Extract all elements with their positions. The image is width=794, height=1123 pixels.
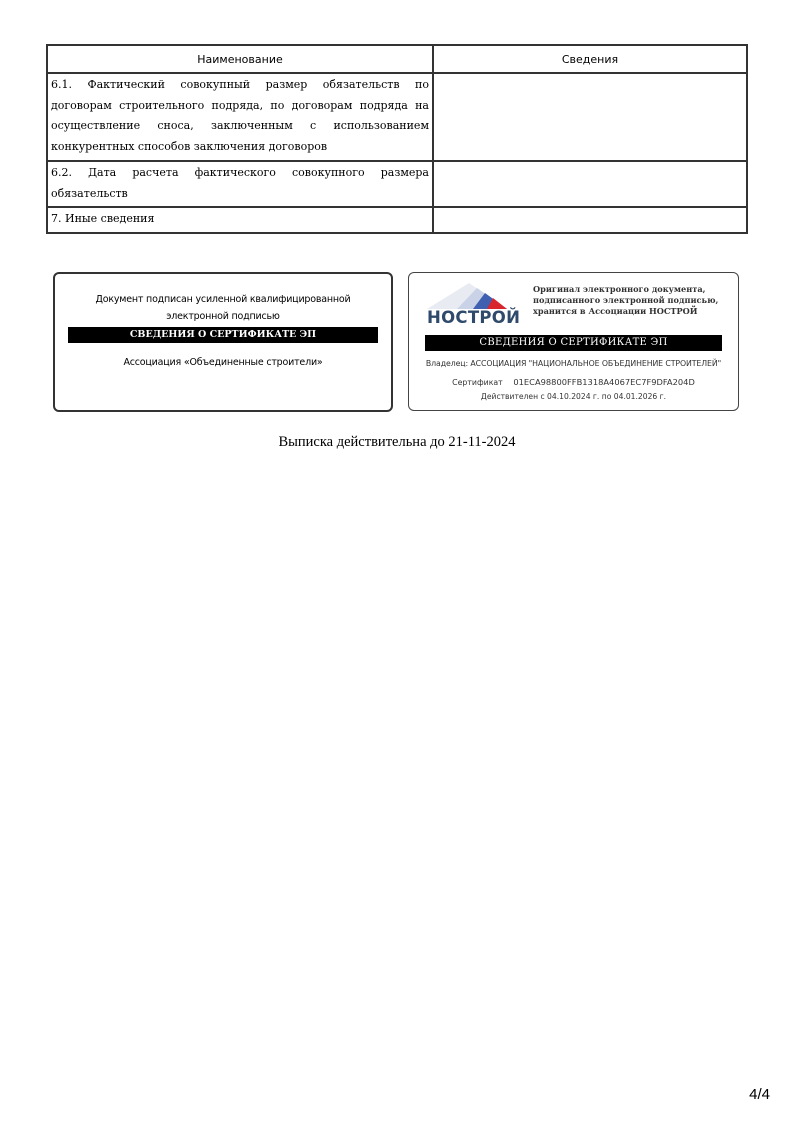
signature-stamp-left xyxy=(53,272,393,412)
table-header-row xyxy=(47,45,747,73)
row-name-cell xyxy=(47,161,433,207)
organization-name: Ассоциация «Объединенные строители» xyxy=(123,357,323,368)
table-row xyxy=(47,161,747,207)
logo-text: НОСТРОЙ xyxy=(427,308,521,327)
row-name-cell xyxy=(47,73,433,161)
page-number: 4/4 xyxy=(749,1086,770,1103)
original-line: Оригинал электронного документа, xyxy=(533,284,706,294)
certificate-label: Сертификат xyxy=(452,378,503,387)
certificate-owner: Владелец: АССОЦИАЦИЯ "НАЦИОНАЛЬНОЕ ОБЪЕДИНЕНИЕ СТРОИТЕЛЕЙ" xyxy=(425,359,722,368)
column-header-info: Сведения xyxy=(433,45,747,73)
table-row xyxy=(47,73,747,161)
signed-line-2: электронной подписью xyxy=(166,311,280,322)
column-header-name: Наименование xyxy=(47,45,433,73)
row-value-cell xyxy=(433,207,747,233)
original-notice xyxy=(519,281,718,329)
signature-stamp-right xyxy=(408,272,739,411)
certificate-row xyxy=(409,377,738,387)
row-value-cell xyxy=(433,161,747,207)
row-name-cell xyxy=(47,207,433,233)
info-table xyxy=(46,44,748,234)
row-name-text: 6.1. Фактический совокупный размер обязательств по договорам строительного подряда, по договорам подряда на осуществление сноса, заключенным с использованием конкурентных способов заключения договоров xyxy=(51,78,429,153)
certificate-info-bar: СВЕДЕНИЯ О СЕРТИФИКАТЕ ЭП xyxy=(425,335,722,351)
table-row xyxy=(47,207,747,233)
extract-validity-note: Выписка действительна до 21-11-2024 xyxy=(278,434,516,450)
certificate-number: 01ECA98800FFB1318A4067EC7F9DFA204D xyxy=(513,377,695,387)
nostroy-logo xyxy=(409,281,519,329)
row-value-cell xyxy=(433,73,747,161)
original-line: хранится в Ассоциации НОСТРОЙ xyxy=(533,306,698,316)
row-name-text: 7. Иные сведения xyxy=(51,212,155,225)
row-name-text: 6.2. Дата расчета фактического совокупного размера обязательств xyxy=(51,166,429,200)
signed-line-1: Документ подписан усиленной квалифицированной xyxy=(95,294,351,305)
roof-icon xyxy=(427,283,507,309)
certificate-info-bar: СВЕДЕНИЯ О СЕРТИФИКАТЕ ЭП xyxy=(68,327,378,343)
certificate-validity: Действителен с 04.10.2024 г. по 04.01.2026 г. xyxy=(480,392,667,401)
original-line: подписанного электронной подписью, xyxy=(533,295,719,305)
